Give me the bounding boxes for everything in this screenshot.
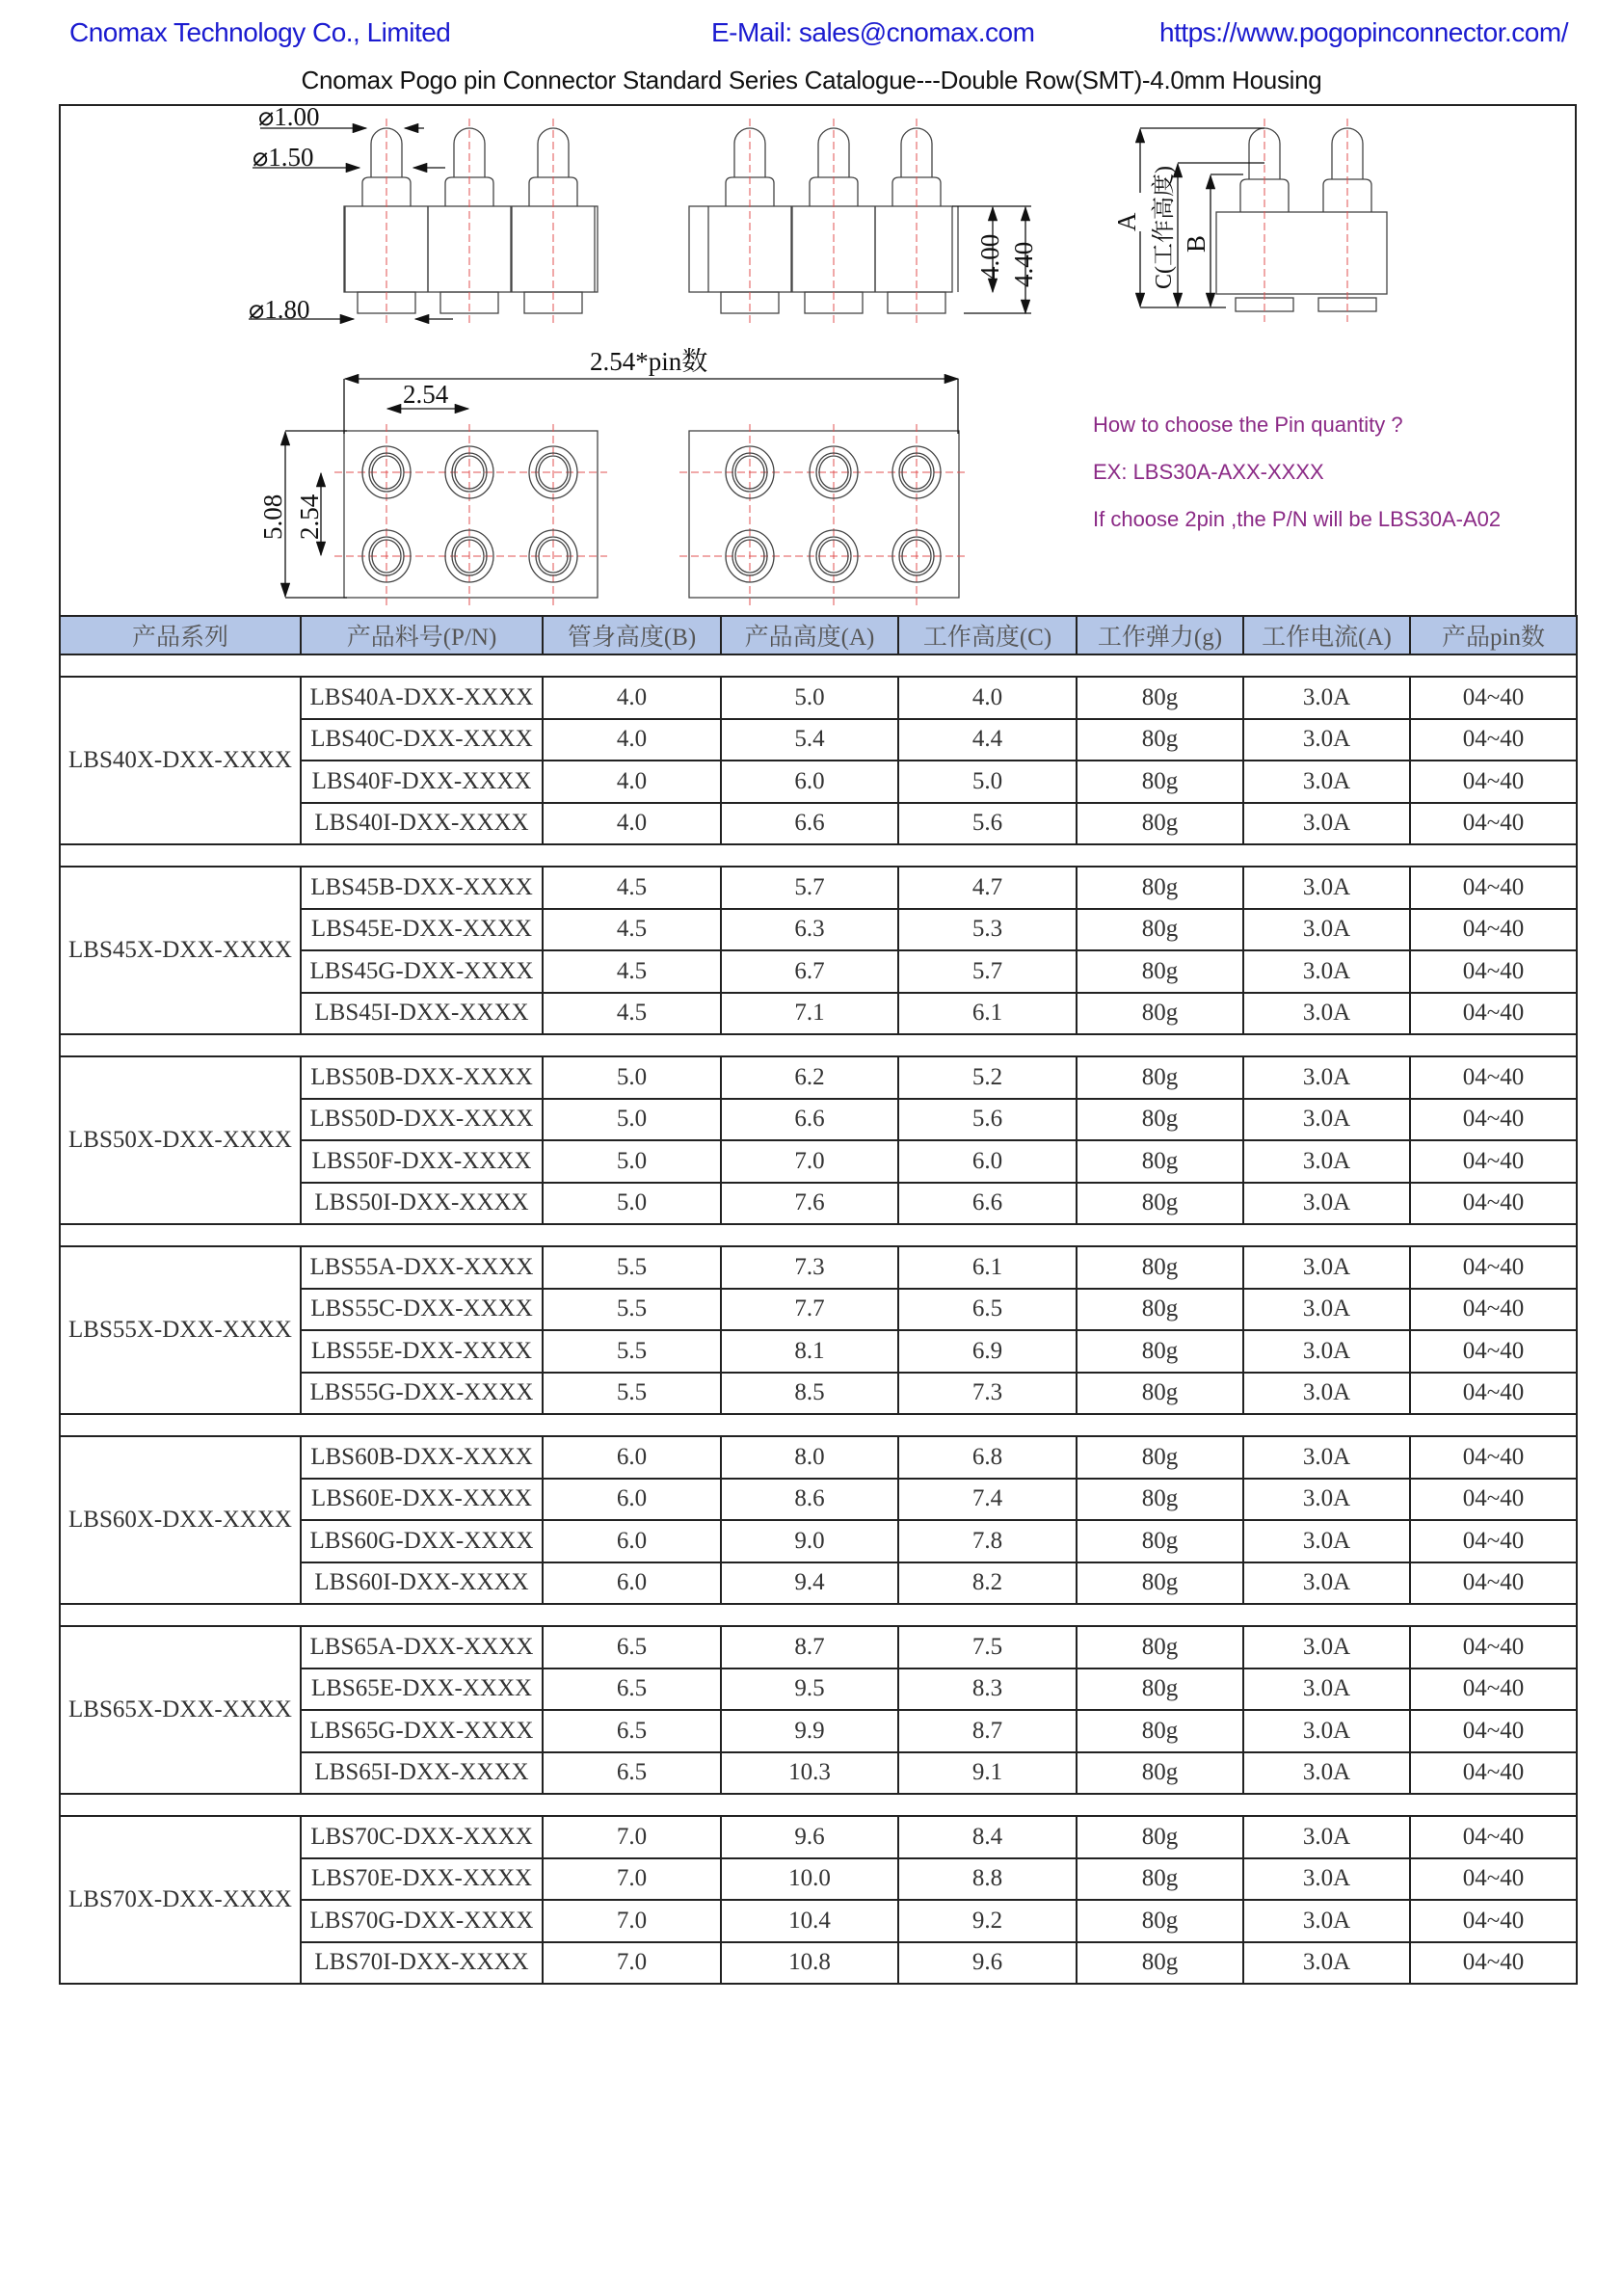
value-cell: 3.0A <box>1243 950 1410 993</box>
value-cell: 8.8 <box>898 1858 1077 1901</box>
value-cell: 3.0A <box>1243 1900 1410 1942</box>
part-number-cell: LBS40I-DXX-XXXX <box>301 803 543 845</box>
value-cell: 04~40 <box>1410 867 1577 909</box>
value-cell: 04~40 <box>1410 1140 1577 1183</box>
dim-total-length: 2.54*pin数 <box>590 347 708 376</box>
housing <box>344 206 598 292</box>
value-cell: 04~40 <box>1410 950 1577 993</box>
value-cell: 5.0 <box>543 1140 721 1183</box>
part-number-cell: LBS50F-DXX-XXXX <box>301 1140 543 1183</box>
part-number-cell: LBS45E-DXX-XXXX <box>301 909 543 951</box>
value-cell: 80g <box>1077 1183 1243 1225</box>
value-cell: 9.2 <box>898 1900 1077 1942</box>
value-cell: 80g <box>1077 1373 1243 1415</box>
value-cell: 80g <box>1077 1562 1243 1605</box>
value-cell: 80g <box>1077 993 1243 1035</box>
table-row <box>60 1816 1577 1858</box>
series-cell: LBS55X-DXX-XXXX <box>60 1246 301 1414</box>
value-cell: 6.7 <box>721 950 898 993</box>
value-cell: 4.0 <box>543 677 721 719</box>
value-cell: 7.3 <box>898 1373 1077 1415</box>
series-cell: LBS60X-DXX-XXXX <box>60 1436 301 1604</box>
value-cell: 6.2 <box>721 1056 898 1099</box>
table-body <box>60 654 1577 1984</box>
part-number-cell: LBS50I-DXX-XXXX <box>301 1183 543 1225</box>
value-cell: 10.0 <box>721 1858 898 1901</box>
column-header: 产品高度(A) <box>721 616 898 654</box>
part-number-cell: LBS60I-DXX-XXXX <box>301 1562 543 1605</box>
table-row <box>60 1246 1577 1289</box>
value-cell: 04~40 <box>1410 1520 1577 1562</box>
part-number-cell: LBS60G-DXX-XXXX <box>301 1520 543 1562</box>
value-cell: 80g <box>1077 1289 1243 1331</box>
table-row <box>60 1436 1577 1479</box>
value-cell: 80g <box>1077 1626 1243 1669</box>
value-cell: 5.0 <box>543 1183 721 1225</box>
value-cell: 4.0 <box>543 761 721 803</box>
value-cell: 80g <box>1077 719 1243 761</box>
value-cell: 04~40 <box>1410 1858 1577 1901</box>
value-cell: 9.1 <box>898 1752 1077 1795</box>
value-cell: 9.4 <box>721 1562 898 1605</box>
value-cell: 7.0 <box>543 1942 721 1985</box>
value-cell: 80g <box>1077 803 1243 845</box>
value-cell: 9.6 <box>721 1816 898 1858</box>
spacer-cell <box>60 1604 1577 1626</box>
page-title: Cnomax Pogo pin Connector Standard Series Catalogue---Double Row(SMT)-4.0mm Housing <box>301 66 1322 94</box>
value-cell: 3.0A <box>1243 1099 1410 1141</box>
value-cell: 80g <box>1077 1140 1243 1183</box>
value-cell: 3.0A <box>1243 1669 1410 1711</box>
value-cell: 04~40 <box>1410 761 1577 803</box>
value-cell: 3.0A <box>1243 677 1410 719</box>
part-number-cell: LBS70I-DXX-XXXX <box>301 1942 543 1985</box>
housing <box>689 206 952 292</box>
spacer-cell <box>60 654 1577 677</box>
value-cell: 3.0A <box>1243 1626 1410 1669</box>
value-cell: 04~40 <box>1410 1330 1577 1373</box>
part-number-cell: LBS55A-DXX-XXXX <box>301 1246 543 1289</box>
value-cell: 8.0 <box>721 1436 898 1479</box>
group-spacer <box>60 1414 1577 1436</box>
value-cell: 8.3 <box>898 1669 1077 1711</box>
part-number-cell: LBS50B-DXX-XXXX <box>301 1056 543 1099</box>
value-cell: 4.5 <box>543 950 721 993</box>
value-cell: 4.4 <box>898 719 1077 761</box>
table-row <box>60 1056 1577 1099</box>
value-cell: 5.6 <box>898 1099 1077 1141</box>
value-cell: 80g <box>1077 761 1243 803</box>
value-cell: 04~40 <box>1410 719 1577 761</box>
value-cell: 5.0 <box>898 761 1077 803</box>
spacer-cell <box>60 1794 1577 1816</box>
value-cell: 04~40 <box>1410 803 1577 845</box>
value-cell: 3.0A <box>1243 1140 1410 1183</box>
value-cell: 04~40 <box>1410 1436 1577 1479</box>
value-cell: 3.0A <box>1243 1373 1410 1415</box>
value-cell: 5.2 <box>898 1056 1077 1099</box>
part-number-cell: LBS70E-DXX-XXXX <box>301 1858 543 1901</box>
value-cell: 5.5 <box>543 1330 721 1373</box>
dim-shoulder-diameter: ⌀1.50 <box>253 143 314 172</box>
value-cell: 04~40 <box>1410 1942 1577 1985</box>
value-cell: 4.0 <box>543 803 721 845</box>
value-cell: 4.7 <box>898 867 1077 909</box>
table-row <box>60 677 1577 719</box>
group-spacer <box>60 1604 1577 1626</box>
column-header: 产品pin数 <box>1410 616 1577 654</box>
value-cell: 80g <box>1077 1479 1243 1521</box>
value-cell: 04~40 <box>1410 1669 1577 1711</box>
value-cell: 8.2 <box>898 1562 1077 1605</box>
part-number-cell: LBS65G-DXX-XXXX <box>301 1710 543 1752</box>
value-cell: 7.6 <box>721 1183 898 1225</box>
column-header: 管身高度(B) <box>543 616 721 654</box>
value-cell: 4.0 <box>543 719 721 761</box>
value-cell: 04~40 <box>1410 1289 1577 1331</box>
value-cell: 3.0A <box>1243 909 1410 951</box>
value-cell: 8.4 <box>898 1816 1077 1858</box>
value-cell: 5.0 <box>543 1099 721 1141</box>
spacer-cell <box>60 1414 1577 1436</box>
value-cell: 5.7 <box>898 950 1077 993</box>
value-cell: 3.0A <box>1243 867 1410 909</box>
value-cell: 8.7 <box>721 1626 898 1669</box>
value-cell: 04~40 <box>1410 1373 1577 1415</box>
value-cell: 80g <box>1077 1436 1243 1479</box>
value-cell: 3.0A <box>1243 1562 1410 1605</box>
value-cell: 80g <box>1077 1056 1243 1099</box>
part-number-cell: LBS65I-DXX-XXXX <box>301 1752 543 1795</box>
value-cell: 04~40 <box>1410 1752 1577 1795</box>
value-cell: 3.0A <box>1243 1183 1410 1225</box>
value-cell: 04~40 <box>1410 909 1577 951</box>
value-cell: 04~40 <box>1410 1183 1577 1225</box>
value-cell: 04~40 <box>1410 1099 1577 1141</box>
part-number-cell: LBS40A-DXX-XXXX <box>301 677 543 719</box>
dim-tail-diameter: ⌀1.80 <box>249 295 310 324</box>
value-cell: 6.0 <box>543 1562 721 1605</box>
value-cell: 5.6 <box>898 803 1077 845</box>
value-cell: 6.1 <box>898 1246 1077 1289</box>
value-cell: 3.0A <box>1243 1246 1410 1289</box>
value-cell: 7.1 <box>721 993 898 1035</box>
dim-total-height: 4.40 <box>1009 241 1038 287</box>
value-cell: 9.6 <box>898 1942 1077 1985</box>
howto-rule: If choose 2pin ,the P/N will be LBS30A-A02 <box>1093 507 1502 531</box>
table-row <box>60 1626 1577 1669</box>
value-cell: 7.0 <box>543 1816 721 1858</box>
part-number-cell: LBS65A-DXX-XXXX <box>301 1626 543 1669</box>
value-cell: 4.0 <box>898 677 1077 719</box>
value-cell: 9.0 <box>721 1520 898 1562</box>
value-cell: 5.5 <box>543 1246 721 1289</box>
value-cell: 3.0A <box>1243 1858 1410 1901</box>
value-cell: 5.0 <box>721 677 898 719</box>
value-cell: 80g <box>1077 1858 1243 1901</box>
part-number-cell: LBS60E-DXX-XXXX <box>301 1479 543 1521</box>
spec-table <box>59 615 1578 1985</box>
part-number-cell: LBS55C-DXX-XXXX <box>301 1289 543 1331</box>
value-cell: 04~40 <box>1410 1626 1577 1669</box>
value-cell: 3.0A <box>1243 993 1410 1035</box>
value-cell: 6.8 <box>898 1436 1077 1479</box>
value-cell: 04~40 <box>1410 1056 1577 1099</box>
column-header: 工作弹力(g) <box>1077 616 1243 654</box>
series-cell: LBS45X-DXX-XXXX <box>60 867 301 1034</box>
value-cell: 6.5 <box>543 1669 721 1711</box>
value-cell: 3.0A <box>1243 1056 1410 1099</box>
housing <box>1216 212 1387 294</box>
value-cell: 04~40 <box>1410 1562 1577 1605</box>
value-cell: 3.0A <box>1243 803 1410 845</box>
value-cell: 3.0A <box>1243 1816 1410 1858</box>
spacer-cell <box>60 1224 1577 1246</box>
value-cell: 80g <box>1077 867 1243 909</box>
part-number-cell: LBS70G-DXX-XXXX <box>301 1900 543 1942</box>
value-cell: 7.0 <box>543 1858 721 1901</box>
part-number-cell: LBS55E-DXX-XXXX <box>301 1330 543 1373</box>
value-cell: 3.0A <box>1243 1752 1410 1795</box>
value-cell: 80g <box>1077 1099 1243 1141</box>
bottom-view-drawings <box>334 424 969 607</box>
howto-question: How to choose the Pin quantity ? <box>1093 413 1403 437</box>
value-cell: 10.3 <box>721 1752 898 1795</box>
part-number-cell: LBS60B-DXX-XXXX <box>301 1436 543 1479</box>
value-cell: 6.6 <box>721 1099 898 1141</box>
dim-housing-height: 4.00 <box>975 233 1004 280</box>
value-cell: 80g <box>1077 1900 1243 1942</box>
dim-width: 5.08 <box>258 494 287 540</box>
value-cell: 8.6 <box>721 1479 898 1521</box>
value-cell: 6.0 <box>543 1479 721 1521</box>
dim-tip-diameter: ⌀1.00 <box>258 102 320 131</box>
value-cell: 3.0A <box>1243 1479 1410 1521</box>
value-cell: 7.8 <box>898 1520 1077 1562</box>
series-cell: LBS65X-DXX-XXXX <box>60 1626 301 1794</box>
value-cell: 5.4 <box>721 719 898 761</box>
value-cell: 3.0A <box>1243 1436 1410 1479</box>
value-cell: 5.0 <box>543 1056 721 1099</box>
group-spacer <box>60 1794 1577 1816</box>
value-cell: 80g <box>1077 1520 1243 1562</box>
value-cell: 6.5 <box>543 1752 721 1795</box>
value-cell: 6.0 <box>898 1140 1077 1183</box>
group-spacer <box>60 1034 1577 1056</box>
spacer-cell <box>60 844 1577 867</box>
value-cell: 04~40 <box>1410 1710 1577 1752</box>
series-cell: LBS40X-DXX-XXXX <box>60 677 301 844</box>
value-cell: 80g <box>1077 1942 1243 1985</box>
value-cell: 6.5 <box>898 1289 1077 1331</box>
value-cell: 8.1 <box>721 1330 898 1373</box>
value-cell: 6.0 <box>721 761 898 803</box>
website-link[interactable]: https://www.pogopinconnector.com/ <box>1159 17 1568 47</box>
value-cell: 04~40 <box>1410 1816 1577 1858</box>
value-cell: 3.0A <box>1243 719 1410 761</box>
value-cell: 80g <box>1077 1710 1243 1752</box>
value-cell: 6.6 <box>721 803 898 845</box>
value-cell: 04~40 <box>1410 993 1577 1035</box>
value-cell: 80g <box>1077 1669 1243 1711</box>
dim-row-pitch: 2.54 <box>295 494 324 540</box>
spacer-cell <box>60 1034 1577 1056</box>
value-cell: 3.0A <box>1243 1330 1410 1373</box>
value-cell: 8.5 <box>721 1373 898 1415</box>
value-cell: 3.0A <box>1243 1942 1410 1985</box>
column-header: 产品系列 <box>60 616 301 654</box>
value-cell: 04~40 <box>1410 1900 1577 1942</box>
value-cell: 5.5 <box>543 1289 721 1331</box>
value-cell: 3.0A <box>1243 1710 1410 1752</box>
value-cell: 5.5 <box>543 1373 721 1415</box>
part-number-cell: LBS45G-DXX-XXXX <box>301 950 543 993</box>
part-number-cell: LBS40C-DXX-XXXX <box>301 719 543 761</box>
value-cell: 6.3 <box>721 909 898 951</box>
side-view-drawings <box>344 119 1387 324</box>
value-cell: 7.0 <box>543 1900 721 1942</box>
value-cell: 6.0 <box>543 1436 721 1479</box>
part-number-cell: LBS45I-DXX-XXXX <box>301 993 543 1035</box>
column-header: 工作电流(A) <box>1243 616 1410 654</box>
value-cell: 80g <box>1077 909 1243 951</box>
column-header: 产品料号(P/N) <box>301 616 543 654</box>
part-number-cell: LBS45B-DXX-XXXX <box>301 867 543 909</box>
value-cell: 5.3 <box>898 909 1077 951</box>
value-cell: 6.5 <box>543 1626 721 1669</box>
label-c: C(工作高度) <box>1152 166 1177 289</box>
group-spacer <box>60 654 1577 677</box>
value-cell: 3.0A <box>1243 1520 1410 1562</box>
part-number-cell: LBS55G-DXX-XXXX <box>301 1373 543 1415</box>
value-cell: 3.0A <box>1243 1289 1410 1331</box>
column-header: 工作高度(C) <box>898 616 1077 654</box>
value-cell: 9.9 <box>721 1710 898 1752</box>
value-cell: 80g <box>1077 1246 1243 1289</box>
value-cell: 7.7 <box>721 1289 898 1331</box>
value-cell: 80g <box>1077 677 1243 719</box>
email-link[interactable]: E-Mail: sales@cnomax.com <box>711 17 1035 47</box>
value-cell: 4.5 <box>543 993 721 1035</box>
value-cell: 3.0A <box>1243 761 1410 803</box>
value-cell: 10.8 <box>721 1942 898 1985</box>
value-cell: 6.9 <box>898 1330 1077 1373</box>
value-cell: 80g <box>1077 1330 1243 1373</box>
value-cell: 7.4 <box>898 1479 1077 1521</box>
dim-pitch: 2.54 <box>403 380 449 409</box>
value-cell: 04~40 <box>1410 1479 1577 1521</box>
howto-example: EX: LBS30A-AXX-XXXX <box>1093 460 1324 484</box>
value-cell: 7.5 <box>898 1626 1077 1669</box>
value-cell: 6.5 <box>543 1710 721 1752</box>
value-cell: 5.7 <box>721 867 898 909</box>
value-cell: 10.4 <box>721 1900 898 1942</box>
part-number-cell: LBS40F-DXX-XXXX <box>301 761 543 803</box>
value-cell: 04~40 <box>1410 1246 1577 1289</box>
value-cell: 4.5 <box>543 867 721 909</box>
value-cell: 9.5 <box>721 1669 898 1711</box>
label-a: A <box>1112 212 1141 231</box>
value-cell: 80g <box>1077 1816 1243 1858</box>
value-cell: 6.6 <box>898 1183 1077 1225</box>
part-number-cell: LBS50D-DXX-XXXX <box>301 1099 543 1141</box>
value-cell: 7.0 <box>721 1140 898 1183</box>
group-spacer <box>60 1224 1577 1246</box>
value-cell: 04~40 <box>1410 677 1577 719</box>
value-cell: 8.7 <box>898 1710 1077 1752</box>
group-spacer <box>60 844 1577 867</box>
value-cell: 6.0 <box>543 1520 721 1562</box>
company-name: Cnomax Technology Co., Limited <box>69 17 451 47</box>
series-cell: LBS50X-DXX-XXXX <box>60 1056 301 1224</box>
value-cell: 80g <box>1077 1752 1243 1795</box>
series-cell: LBS70X-DXX-XXXX <box>60 1816 301 1984</box>
table-row <box>60 867 1577 909</box>
value-cell: 6.1 <box>898 993 1077 1035</box>
label-b: B <box>1182 234 1211 253</box>
value-cell: 7.3 <box>721 1246 898 1289</box>
value-cell: 4.5 <box>543 909 721 951</box>
table-header-row <box>60 616 1577 654</box>
part-number-cell: LBS70C-DXX-XXXX <box>301 1816 543 1858</box>
part-number-cell: LBS65E-DXX-XXXX <box>301 1669 543 1711</box>
value-cell: 80g <box>1077 950 1243 993</box>
